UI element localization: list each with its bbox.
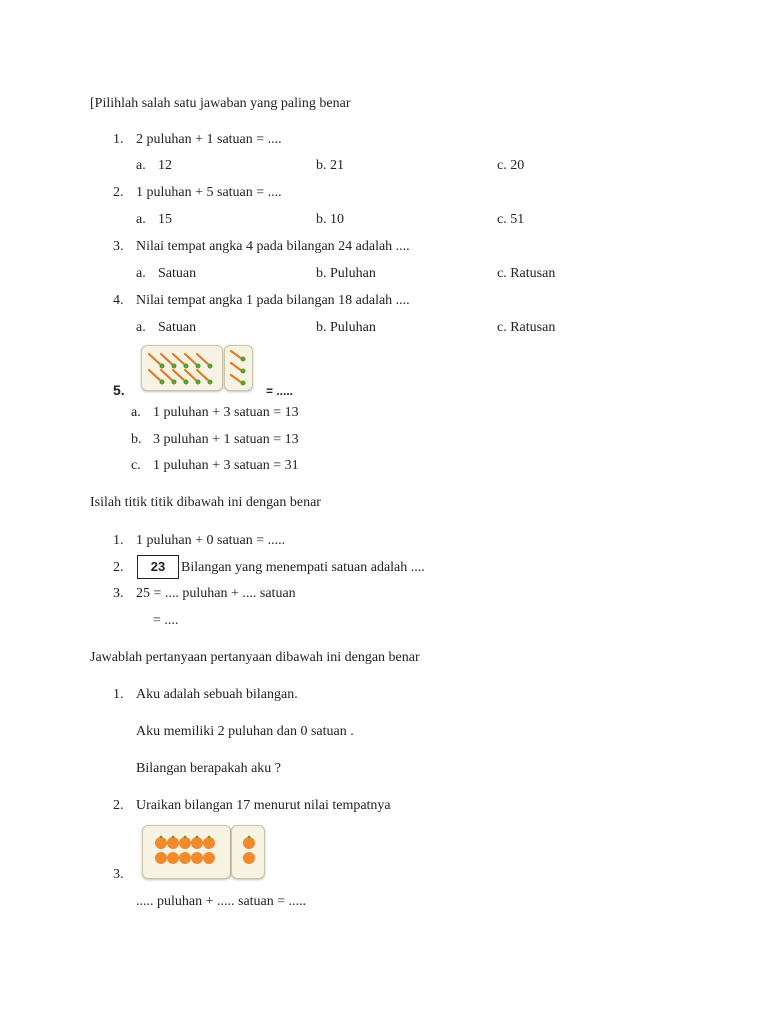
instruction-essay: Jawablah pertanyaan pertanyaan dibawah ini dengan benar	[90, 650, 420, 665]
option-a: Satuan	[158, 320, 197, 335]
option-label: b.	[131, 432, 142, 447]
option-a: Satuan	[158, 266, 197, 281]
question-line: Bilangan berapakah aku ?	[136, 761, 281, 776]
item-number: 3.	[113, 586, 124, 601]
question-line: Aku adalah sebuah bilangan.	[136, 687, 298, 702]
question-number: 1.	[113, 687, 124, 702]
question-number: 1.	[113, 132, 124, 147]
question-number: 3.	[113, 239, 124, 254]
option-text: 3 puluhan + 1 satuan = 13	[153, 432, 299, 447]
option-a-label: a.	[136, 266, 146, 281]
option-b: b. Puluhan	[316, 266, 376, 281]
question-text: 1 puluhan + 5 satuan = ....	[136, 185, 282, 200]
option-b: b. 10	[316, 212, 344, 227]
instruction-multiple-choice: [Pilihlah salah satu jawaban yang paling benar	[90, 96, 351, 111]
option-c: c. Ratusan	[497, 266, 556, 281]
question-text: Uraikan bilangan 17 menurut nilai tempatnya	[136, 798, 391, 813]
option-label: c.	[131, 458, 141, 473]
item-text: 25 = .... puluhan + .... satuan	[136, 586, 296, 601]
option-a-label: a.	[136, 212, 146, 227]
option-b: b. Puluhan	[316, 320, 376, 335]
carrot-ones-image	[224, 345, 253, 391]
option-b: b. 21	[316, 158, 344, 173]
orange-ones-image	[231, 825, 265, 879]
item-text: 1 puluhan + 0 satuan = .....	[136, 533, 286, 548]
item-text-continuation: = ....	[153, 613, 179, 628]
question-number: 4.	[113, 293, 124, 308]
option-a: 12	[158, 158, 172, 173]
question-number: 5.	[113, 382, 125, 398]
option-text: 1 puluhan + 3 satuan = 31	[153, 458, 299, 473]
question-text: 2 puluhan + 1 satuan = ....	[136, 132, 282, 147]
question-line: Aku memiliki 2 puluhan dan 0 satuan .	[136, 724, 354, 739]
instruction-fill-in: Isilah titik titik dibawah ini dengan benar	[90, 495, 321, 510]
question-text: Nilai tempat angka 1 pada bilangan 18 adalah ....	[136, 293, 410, 308]
option-a: 15	[158, 212, 172, 227]
option-text: 1 puluhan + 3 satuan = 13	[153, 405, 299, 420]
q5-equals: = .....	[266, 384, 294, 398]
option-a-label: a.	[136, 158, 146, 173]
number-box: 23	[137, 555, 179, 579]
option-c: c. 51	[497, 212, 525, 227]
carrot-ten-bundle-image	[141, 345, 223, 391]
orange-ten-group-image	[142, 825, 231, 879]
question-number: 3.	[113, 867, 124, 882]
question-text: Nilai tempat angka 4 pada bilangan 24 adalah ....	[136, 239, 410, 254]
question-number: 2.	[113, 798, 124, 813]
option-c: c. Ratusan	[497, 320, 556, 335]
option-a-label: a.	[136, 320, 146, 335]
item-number: 2.	[113, 560, 124, 575]
item-text: Bilangan yang menempati satuan adalah ....	[181, 560, 425, 575]
question-number: 2.	[113, 185, 124, 200]
item-number: 1.	[113, 533, 124, 548]
question-text: ..... puluhan + ..... satuan = .....	[136, 894, 307, 909]
option-label: a.	[131, 405, 141, 420]
option-c: c. 20	[497, 158, 525, 173]
